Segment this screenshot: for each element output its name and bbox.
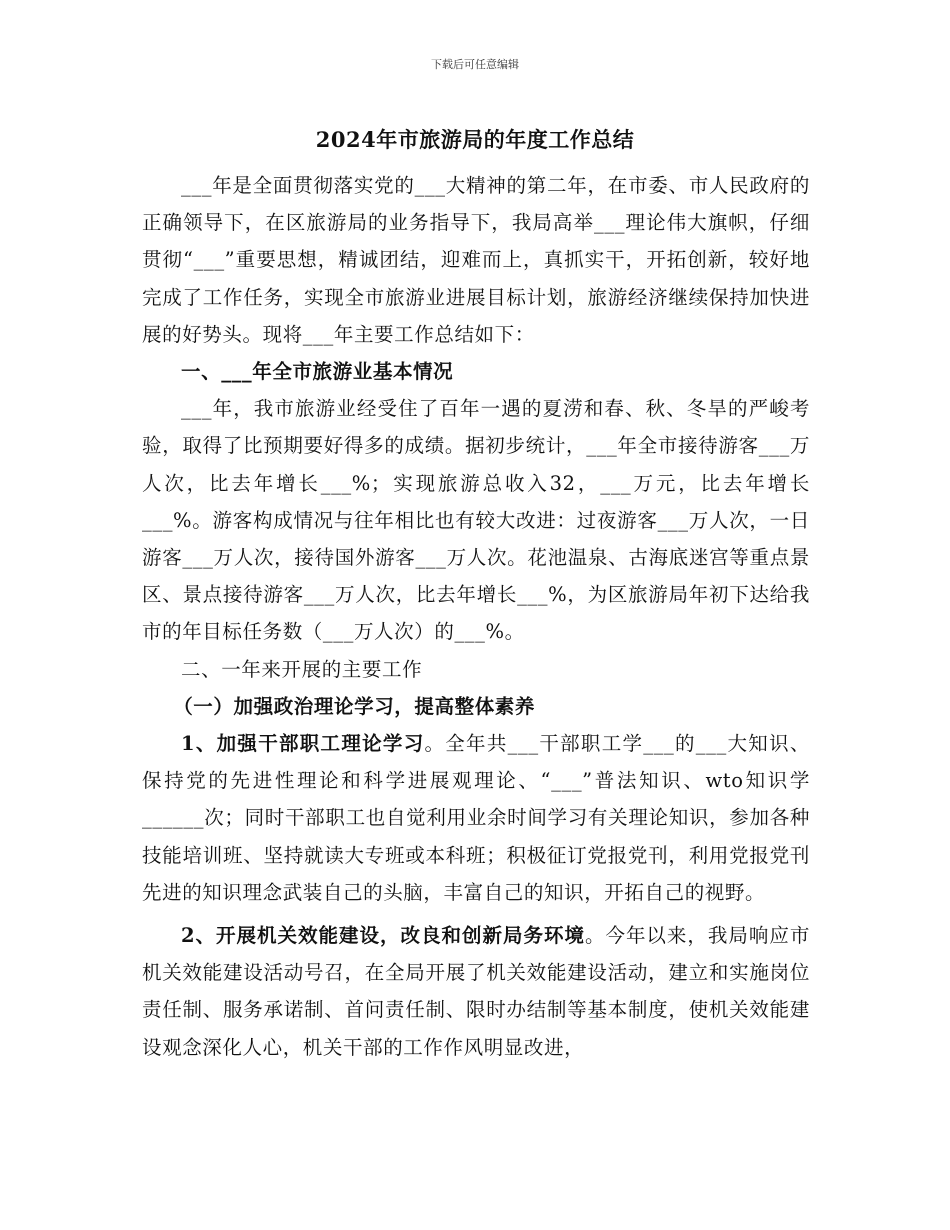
item-1-lead: 1、加强干部职工理论学习 (181, 732, 425, 756)
item-2-body: 。今年以来，我局响应市机关效能建设活动号召，在全局开展了机关效能建设活动，建立和实施岗位责任制、服务承诺制、首问责任制、限时办结制等基本制度，使机关效能建设观念深化人心，机关干部的工作作风明显改进， (142, 924, 810, 1059)
page-header-note: 下载后可任意编辑 (431, 58, 519, 71)
item-2-lead: 2、开展机关效能建设，改良和创新局务环境 (181, 924, 585, 948)
item-1-paragraph (142, 725, 810, 911)
item-2-paragraph (142, 917, 810, 1066)
intro-paragraph: ___年是全面贯彻落实党的___大精神的第二年，在市委、市人民政府的正确领导下，在区旅游局的业务指导下，我局高举___理论伟大旗帜，仔细贯彻“___”重要思想，精诚团结，迎难而上，真抓实干，开拓创新，较好地完成了工作任务，实现全市旅游业进展目标计划，旅游经济继续保持加快进展的好势头。现将___年主要工作总结如下： (142, 174, 810, 346)
item-1-body: 。全年共___干部职工学___的___大知识、保持党的先进性理论和科学进展观理论、“___”普法知识、wto知识学______次；同时干部职工也自觉利用业余时间学习有关理论知识，参加各种技能培训班、坚持就读大专班或本科班；积极征订党报党刊，利用党报党刊先进的知识理念武装自己的头脑，丰富自己的知识，开拓自己的视野。 (142, 732, 810, 904)
subsection-1-heading: （一）加强政治理论学习，提高整体素养 (173, 694, 535, 718)
section-1-heading: 一、___年全市旅游业基本情况 (181, 360, 454, 384)
section-1-paragraph: ___年，我市旅游业经受住了百年一遇的夏涝和春、秋、冬旱的严峻考验，取得了比预期要好得多的成绩。据初步统计，___年全市接待游客___万人次，比去年增长___%；实现旅游总收入32，___万元，比去年增长___%。游客构成情况与往年相比也有较大改进：过夜游客___万人次，一日游客___万人次，接待国外游客___万人次。花池温泉、古海底迷宫等重点景区、景点接待游客___万人次，比去年增长___%，为区旅游局年初下达给我市的年目标任务数（___万人次）的___%。 (142, 397, 810, 644)
document-title: 2024年市旅游局的年度工作总结 (315, 127, 635, 152)
document-body (142, 167, 810, 1066)
section-2-heading: 二、一年来开展的主要工作 (181, 657, 423, 681)
